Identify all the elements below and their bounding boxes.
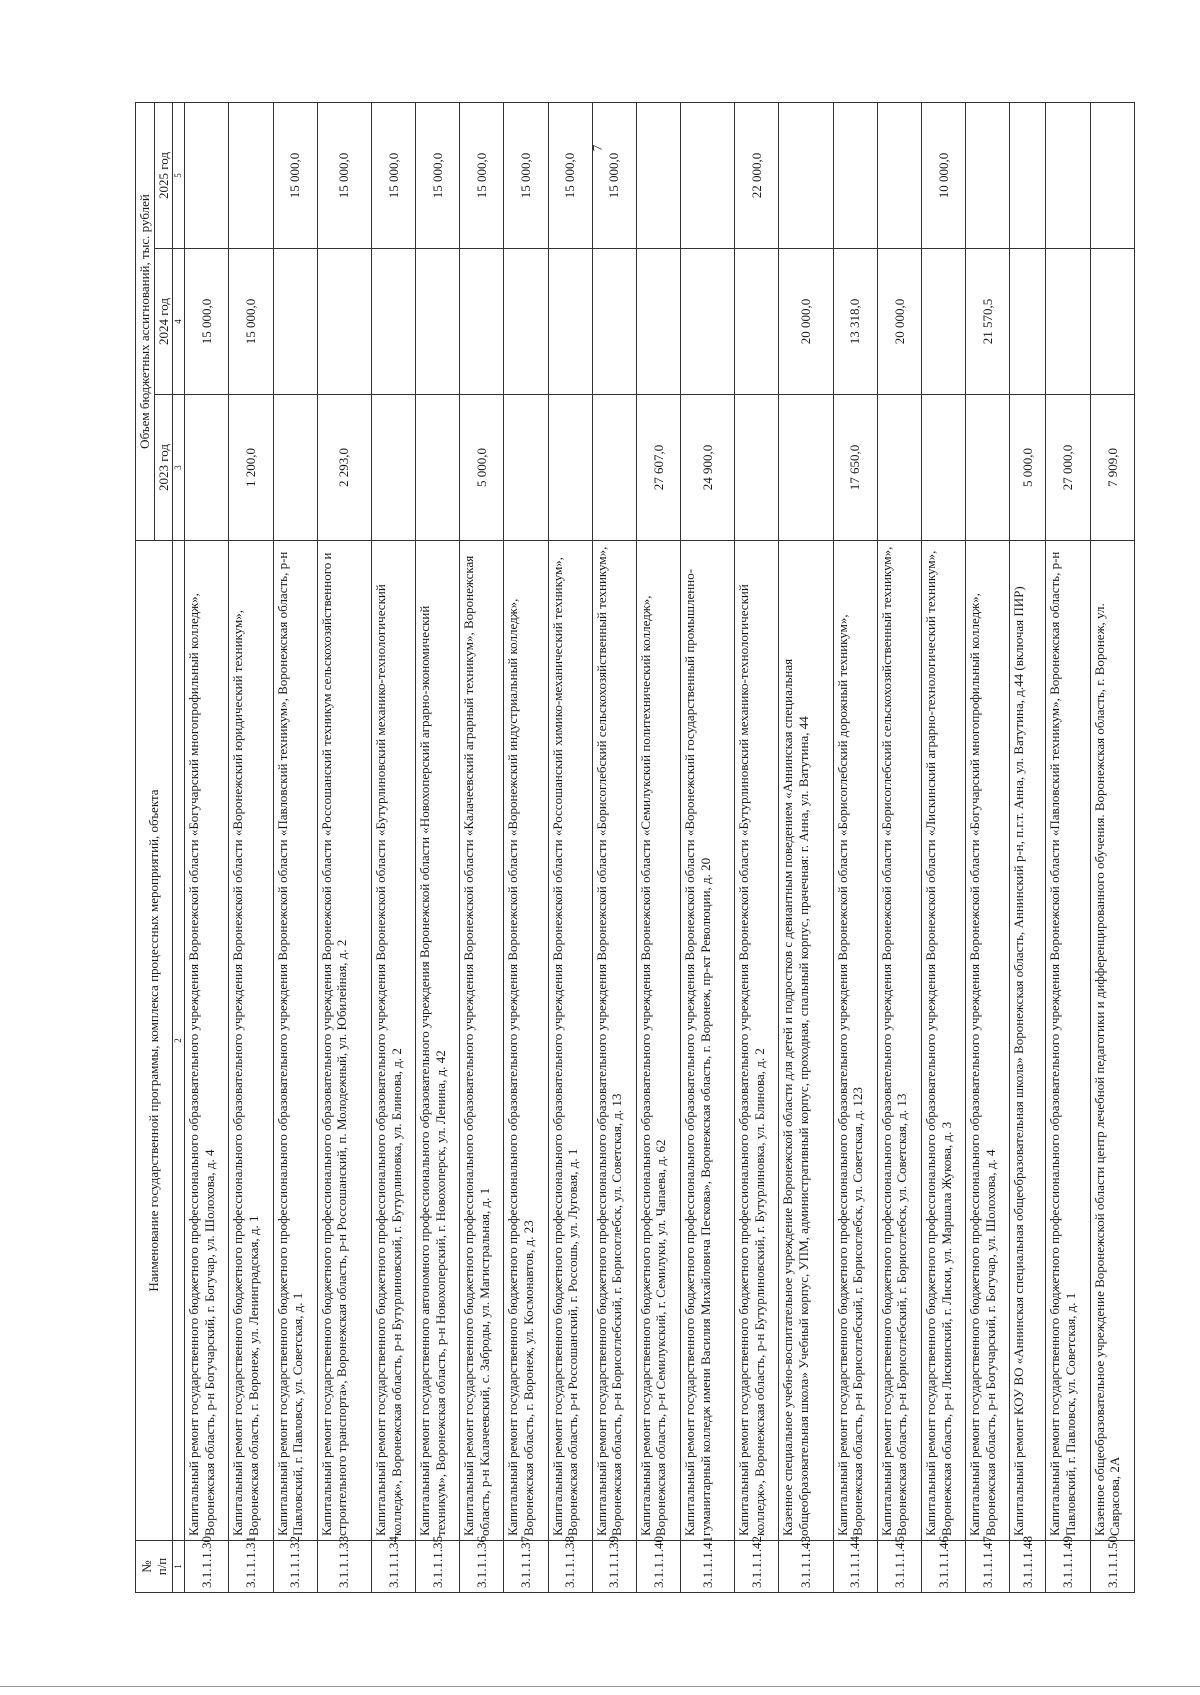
value-2024 <box>1046 249 1090 395</box>
header-num: № п/п <box>136 1541 173 1593</box>
header-2025: 2025 год <box>154 102 173 248</box>
value-2023: 24 900,0 <box>681 395 735 541</box>
table-row <box>592 102 636 1592</box>
row-name: Капитальный ремонт государственного бюджетного профессионального образовательного учреждения Воронежской области «Богучарский многопрофильный колледж», Воронежская область, р-н Богучарский, г. Богучар, ул. Шолохова, д. 4 <box>966 541 1010 1541</box>
value-2024 <box>1010 249 1046 395</box>
value-2025: 10 000,0 <box>921 102 965 248</box>
value-2024 <box>735 249 779 395</box>
value-2025 <box>229 102 273 248</box>
value-2025 <box>966 102 1010 248</box>
table-row <box>273 102 317 1592</box>
row-name: Капитальный ремонт государственного бюджетного профессионального образовательного учреждения Воронежской области «Воронежский юридический техникум», Воронежская область, г. Воронеж, ул. Ленинградская, д. 1 <box>229 541 273 1541</box>
value-2025: 15 000,0 <box>273 102 317 248</box>
index-cell: 2 <box>173 541 185 1541</box>
value-2024: 21 570,5 <box>966 249 1010 395</box>
value-2023 <box>592 395 636 541</box>
table-row <box>1046 102 1090 1592</box>
row-number: 3.1.1.1.40 <box>636 1541 680 1593</box>
value-2024 <box>592 249 636 395</box>
table-row <box>371 102 415 1592</box>
row-name: Капитальный ремонт государственного бюджетного профессионального образовательного учреждения Воронежской области «Семилукский политехнический колледж», Воронежская область, р-н Семилукский, г. Семилуки, ул. Чапаева, д. 62 <box>636 541 680 1541</box>
value-2025 <box>779 102 833 248</box>
row-name: Казенное специальное учебно-воспитательное учреждение Воронежской области для детей и подростков с девиантным поведением «Аннинская специальная общеобразовательная школа» Учебный корпус, УПМ, административный корпус, проходная, спальный корпус, прачечная: г. Анна, ул. Ватутина, 44 <box>779 541 833 1541</box>
value-2023 <box>416 395 460 541</box>
row-number: 3.1.1.1.34 <box>371 1541 415 1593</box>
row-name: Капитальный ремонт государственного бюджетного профессионального образовательного учреждения Воронежской области «Бутурлиновский механико-технологический колледж», Воронежская область, р-н Бутурлиновский, г. Бутурлиновка, ул. Блинова, д. 2 <box>735 541 779 1541</box>
row-name: Капитальный ремонт государственного бюджетного профессионального образовательного учреждения Воронежской области «Павловский техникум», Воронежская область, р-н Павловский, г. Павловск, ул. Советская, д. 1 <box>273 541 317 1541</box>
value-2023: 2 293,0 <box>317 395 371 541</box>
row-name: Капитальный ремонт государственного бюджетного профессионального образовательного учреждения Воронежской области «Павловский техникум», Воронежская область, р-н Павловский, г. Павловск, ул. Советская, д. 1 <box>1046 541 1090 1541</box>
value-2023: 5 000,0 <box>460 395 504 541</box>
value-2025 <box>877 102 921 248</box>
scan-edge-line <box>0 1686 1200 1687</box>
value-2024: 15 000,0 <box>185 249 229 395</box>
row-number: 3.1.1.1.48 <box>1010 1541 1046 1593</box>
value-2025 <box>185 102 229 248</box>
row-number: 3.1.1.1.37 <box>504 1541 548 1593</box>
row-number: 3.1.1.1.38 <box>548 1541 592 1593</box>
row-number: 3.1.1.1.44 <box>833 1541 877 1593</box>
header-2024: 2024 год <box>154 249 173 395</box>
row-number: 3.1.1.1.31 <box>229 1541 273 1593</box>
table-row <box>548 102 592 1592</box>
table-row <box>921 102 965 1592</box>
page-number: 7 <box>589 144 605 152</box>
value-2025: 15 000,0 <box>460 102 504 248</box>
value-2025 <box>681 102 735 248</box>
value-2024 <box>636 249 680 395</box>
table-row <box>460 102 504 1592</box>
index-cell: 1 <box>173 1541 185 1593</box>
index-cell: 5 <box>173 102 185 248</box>
value-2024: 15 000,0 <box>229 249 273 395</box>
value-2023 <box>877 395 921 541</box>
index-cell: 3 <box>173 395 185 541</box>
row-name: Капитальный ремонт государственного бюджетного профессионального образовательного учреждения Воронежской области «Лискинский аграрно-технологический техникум», Воронежская область, р-н Лискинский, г. Лиски, ул. Маршала Жукова, д. 3 <box>921 541 965 1541</box>
row-number: 3.1.1.1.39 <box>592 1541 636 1593</box>
table-row <box>504 102 548 1592</box>
row-name: Капитальный ремонт КОУ ВО «Аннинская специальная общеобразовательная школа» Воронежская область, Аннинский р-н, п.г.т. Анна, ул. Ватутина, д.44 (включая ПИР) <box>1010 541 1046 1541</box>
value-2023 <box>921 395 965 541</box>
value-2023: 5 000,0 <box>1010 395 1046 541</box>
table-row <box>833 102 877 1592</box>
table-row <box>185 102 229 1592</box>
table-row <box>1090 102 1134 1592</box>
value-2025 <box>1010 102 1046 248</box>
index-cell: 4 <box>173 249 185 395</box>
value-2023: 7 909,0 <box>1090 395 1134 541</box>
row-name: Капитальный ремонт государственного бюджетного профессионального образовательного учреждения Воронежской области «Борисоглебский дорожный техникум», Воронежская область, р-н Борисоглебский, г. Борисоглебск, ул. Советская, д. 123 <box>833 541 877 1541</box>
value-2023 <box>966 395 1010 541</box>
row-name: Капитальный ремонт государственного бюджетного профессионального образовательного учреждения Воронежской области «Россошанский техникум сельскохозяйственного и строительного транспорта», Воронежская область, р-н Россошанский, п. Молодежный, ул. Юбилейная, д. 2 <box>317 541 371 1541</box>
row-number: 3.1.1.1.43 <box>779 1541 833 1593</box>
header-volume: Объем бюджетных ассигнований, тыс. рублей <box>136 102 155 540</box>
row-number: 3.1.1.1.33 <box>317 1541 371 1593</box>
value-2025: 15 000,0 <box>317 102 371 248</box>
rotated-page <box>135 103 1135 1593</box>
value-2024 <box>460 249 504 395</box>
value-2024 <box>371 249 415 395</box>
row-name: Капитальный ремонт государственного бюджетного профессионального образовательного учреждения Воронежской области «Воронежский индустриальный колледж», Воронежская область, г. Воронеж, ул. Космонавтов, д. 23 <box>504 541 548 1541</box>
table-row <box>966 102 1010 1592</box>
value-2025: 22 000,0 <box>735 102 779 248</box>
row-name: Капитальный ремонт государственного автономного профессионального образовательного учреждения Воронежской области «Новохоперский аграрно-экономический техникум», Воронежская область, р-н Новохоперский, г. Новохоперск, ул. Ленина, д. 42 <box>416 541 460 1541</box>
value-2023 <box>371 395 415 541</box>
row-number: 3.1.1.1.50 <box>1090 1541 1134 1593</box>
table-row <box>636 102 680 1592</box>
value-2024 <box>416 249 460 395</box>
row-number: 3.1.1.1.49 <box>1046 1541 1090 1593</box>
table-row <box>416 102 460 1592</box>
row-name: Капитальный ремонт государственного бюджетного профессионального образовательного учреждения Воронежской области «Борисоглебский сельскохозяйственный техникум», Воронежская область, р-н Борисоглебский, г. Борисоглебск, ул. Советская, д. 13 <box>592 541 636 1541</box>
row-name: Капитальный ремонт государственного бюджетного профессионального образовательного учреждения Воронежской области «Россошанский химико-механический техникум», Воронежская область, р-н Россошанский, г. Россошь, ул. Луговая, д. 1 <box>548 541 592 1541</box>
value-2023: 1 200,0 <box>229 395 273 541</box>
table-row <box>317 102 371 1592</box>
value-2023 <box>548 395 592 541</box>
value-2024 <box>548 249 592 395</box>
value-2023: 27 607,0 <box>636 395 680 541</box>
value-2024: 20 000,0 <box>779 249 833 395</box>
row-name: Капитальный ремонт государственного бюджетного профессионального образовательного учреждения Воронежской области «Борисоглебский сельскохозяйственный техникум», Воронежская область, р-н Борисоглебский, г. Борисоглебск, ул. Советская, д. 13 <box>877 541 921 1541</box>
row-number: 3.1.1.1.35 <box>416 1541 460 1593</box>
value-2025 <box>1046 102 1090 248</box>
value-2025: 15 000,0 <box>592 102 636 248</box>
row-number: 3.1.1.1.45 <box>877 1541 921 1593</box>
table-row <box>877 102 921 1592</box>
table-row <box>779 102 833 1592</box>
row-number: 3.1.1.1.42 <box>735 1541 779 1593</box>
row-name: Капитальный ремонт государственного бюджетного профессионального образовательного учреждения Воронежской области «Богучарский многопрофильный колледж», Воронежская область, р-н Богучарский, г. Богучар, ул. Шолохова, д. 4 <box>185 541 229 1541</box>
value-2023 <box>504 395 548 541</box>
table-row <box>229 102 273 1592</box>
row-number: 3.1.1.1.41 <box>681 1541 735 1593</box>
value-2023: 17 650,0 <box>833 395 877 541</box>
header-2023: 2023 год <box>154 395 173 541</box>
value-2025: 15 000,0 <box>416 102 460 248</box>
row-number: 3.1.1.1.36 <box>460 1541 504 1593</box>
row-number: 3.1.1.1.47 <box>966 1541 1010 1593</box>
table-row <box>735 102 779 1592</box>
value-2023 <box>273 395 317 541</box>
value-2025 <box>636 102 680 248</box>
table-row <box>1010 102 1046 1592</box>
row-number: 3.1.1.1.30 <box>185 1541 229 1593</box>
value-2024: 13 318,0 <box>833 249 877 395</box>
value-2024 <box>504 249 548 395</box>
row-number: 3.1.1.1.32 <box>273 1541 317 1593</box>
value-2025 <box>1090 102 1134 248</box>
value-2024 <box>681 249 735 395</box>
value-2023 <box>185 395 229 541</box>
value-2023 <box>735 395 779 541</box>
table-row <box>681 102 735 1592</box>
value-2024 <box>317 249 371 395</box>
value-2025: 15 000,0 <box>504 102 548 248</box>
value-2023: 27 000,0 <box>1046 395 1090 541</box>
row-name: Капитальный ремонт государственного бюджетного профессионального образовательного учреждения Воронежской области «Калачеевский аграрный техникум», Воронежская область, р-н Калачеевский, с. Заброды, ул. Магистральная, д. 1 <box>460 541 504 1541</box>
row-name: Капитальный ремонт государственного бюджетного профессионального образовательного учреждения Воронежской области «Бутурлиновский механико-технологический колледж», Воронежская область, р-н Бутурлиновский, г. Бутурлиновка, ул. Блинова, д. 2 <box>371 541 415 1541</box>
value-2025 <box>833 102 877 248</box>
row-name: Капитальный ремонт государственного бюджетного профессионального образовательного учреждения Воронежской области «Воронежский государственный промышленно-гуманитарный колледж имени Василия Михайловича Пескова», Воронежская область, г. Воронеж, пр-кт Революции, д. 20 <box>681 541 735 1541</box>
value-2024: 20 000,0 <box>877 249 921 395</box>
value-2024 <box>921 249 965 395</box>
row-number: 3.1.1.1.46 <box>921 1541 965 1593</box>
value-2024 <box>273 249 317 395</box>
value-2024 <box>1090 249 1134 395</box>
value-2023 <box>779 395 833 541</box>
header-name: Наименование государственной программы, комплекса процессных мероприятий, объекта <box>136 541 173 1541</box>
value-2025: 15 000,0 <box>371 102 415 248</box>
value-2025: 15 000,0 <box>548 102 592 248</box>
row-name: Казенное общеобразовательное учреждение Воронежской области центр лечебной педагогики и дифференцированного обучения. Воронежская область, г. Воронеж, ул. Саврасова, 2А <box>1090 541 1134 1541</box>
budget-table <box>135 102 1135 1593</box>
